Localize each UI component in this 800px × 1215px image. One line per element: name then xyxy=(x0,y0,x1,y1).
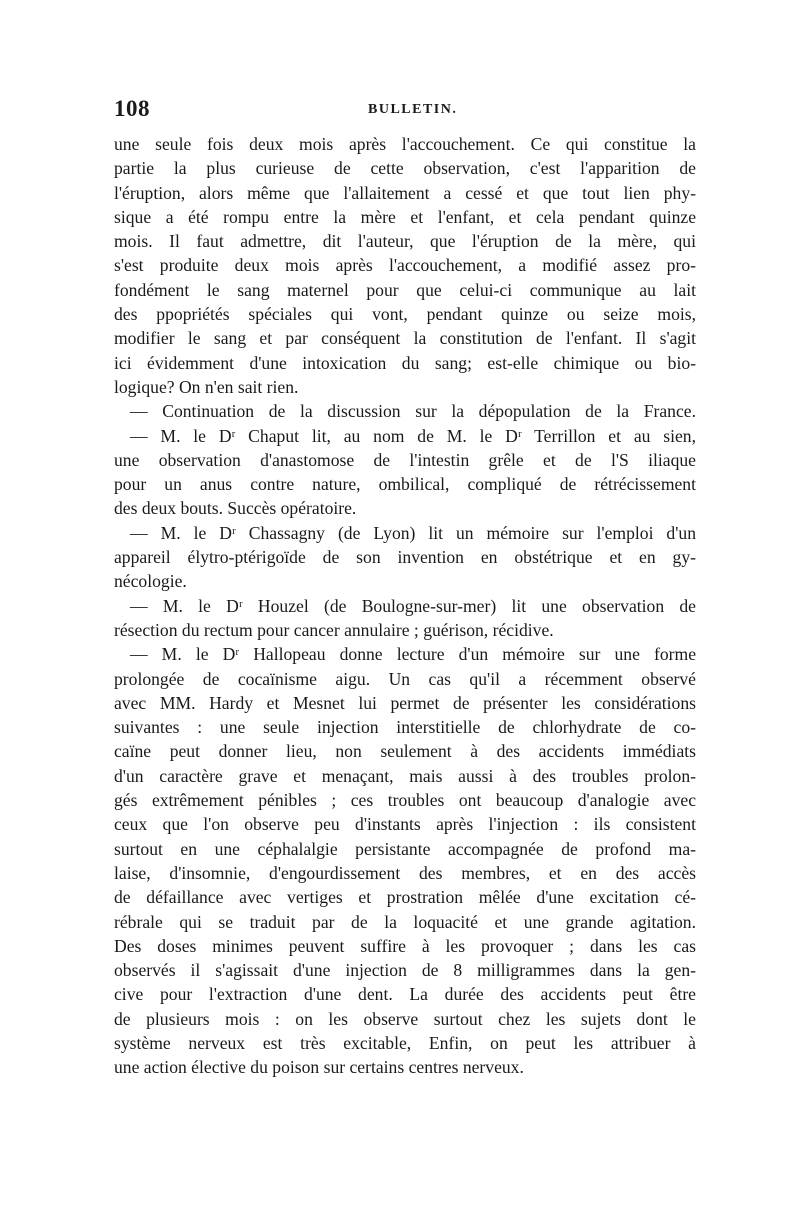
text-line: logique? On n'en sait rien. xyxy=(114,376,299,397)
text-line: s'est produite deux mois après l'accouchement, a modifié assez pro- xyxy=(114,255,696,276)
text-line: partie la plus curieuse de cette observation, c'est l'apparition de xyxy=(114,158,696,179)
body-text xyxy=(114,132,696,1080)
text-line: une seule fois deux mois après l'accouchement. Ce qui constitue la xyxy=(114,134,696,154)
text-line: Des doses minimes peuvent suffire à les provoquer ; dans les cas xyxy=(114,935,696,956)
text-line: mois. Il faut admettre, dit l'auteur, que l'éruption de la mère, qui xyxy=(114,231,696,252)
page-header xyxy=(114,96,694,124)
text-line: observés il s'agissait d'une injection de 8 milligrammes dans la gen- xyxy=(114,960,696,981)
text-line: — M. le Dʳ Houzel (de Boulogne-sur-mer) lit une observation de xyxy=(130,595,696,616)
text-line: laise, d'insomnie, d'engourdissement des membres, et en des accès xyxy=(114,862,696,883)
text-line: caïne peut donner lieu, non seulement à des accidents immédiats xyxy=(114,741,696,762)
text-line: de défaillance avec vertiges et prostration mêlée d'une excitation cé- xyxy=(114,887,696,908)
text-line: fondément le sang maternel pour que celui-ci communique au lait xyxy=(114,279,696,300)
text-line: — M. le Dʳ Chaput lit, au nom de M. le Dʳ Terrillon et au sien, xyxy=(130,425,696,446)
text-line: rébrale qui se traduit par de la loquacité et une grande agitation. xyxy=(114,911,696,932)
text-line: — Continuation de la discussion sur la dépopulation de la France. xyxy=(130,401,696,422)
text-line: avec MM. Hardy et Mesnet lui permet de présenter les considérations xyxy=(114,692,696,713)
text-line: gés extrêmement pénibles ; ces troubles ont beaucoup d'analogie avec xyxy=(114,790,696,811)
text-line: sique a été rompu entre la mère et l'enfant, et cela pendant quinze xyxy=(114,206,696,227)
text-line: résection du rectum pour cancer annulaire ; guérison, récidive. xyxy=(114,619,554,640)
text-line: d'un caractère grave et menaçant, mais aussi à des troubles prolon- xyxy=(114,765,696,786)
text-line: des deux bouts. Succès opératoire. xyxy=(114,498,357,519)
text-line: l'éruption, alors même que l'allaitement a cessé et que tout lien phy- xyxy=(114,182,696,203)
text-line: appareil élytro-ptérigoïde de son invention en obstétrique et en gy- xyxy=(114,547,696,568)
text-line: ici évidemment d'une intoxication du sang; est-elle chimique ou bio- xyxy=(114,352,696,373)
text-line: surtout en une céphalalgie persistante accompagnée de profond ma- xyxy=(114,838,696,859)
text-line: suivantes : une seule injection interstitielle de chlorhydrate de co- xyxy=(114,717,696,738)
text-line: ceux que l'on observe peu d'instants après l'injection : ils consistent xyxy=(114,814,696,835)
text-line: de plusieurs mois : on les observe surtout chez les sujets dont le xyxy=(114,1008,696,1029)
text-line: — M. le Dʳ Hallopeau donne lecture d'un mémoire sur une forme xyxy=(130,644,696,665)
page-number: 108 xyxy=(114,96,150,121)
text-line: nécologie. xyxy=(114,571,187,592)
text-line: modifier le sang et par conséquent la constitution de l'enfant. Il s'agit xyxy=(114,328,696,349)
running-head: BULLETIN. xyxy=(368,102,458,117)
text-line: prolongée de cocaïnisme aigu. Un cas qu'il a récemment observé xyxy=(114,668,696,689)
text-line: une observation d'anastomose de l'intestin grêle et de l'S iliaque xyxy=(114,449,696,470)
text-line: cive pour l'extraction d'une dent. La durée des accidents peut être xyxy=(114,984,696,1005)
text-line: — M. le Dʳ Chassagny (de Lyon) lit un mémoire sur l'emploi d'un xyxy=(130,522,696,543)
text-line: une action élective du poison sur certains centres nerveux. xyxy=(114,1057,524,1078)
text-line: système nerveux est très excitable, Enfin, on peut les attribuer à xyxy=(114,1032,696,1053)
text-line: des ppopriétés spéciales qui vont, pendant quinze ou seize mois, xyxy=(114,304,696,325)
text-line: pour un anus contre nature, ombilical, compliqué de rétrécissement xyxy=(114,474,696,495)
